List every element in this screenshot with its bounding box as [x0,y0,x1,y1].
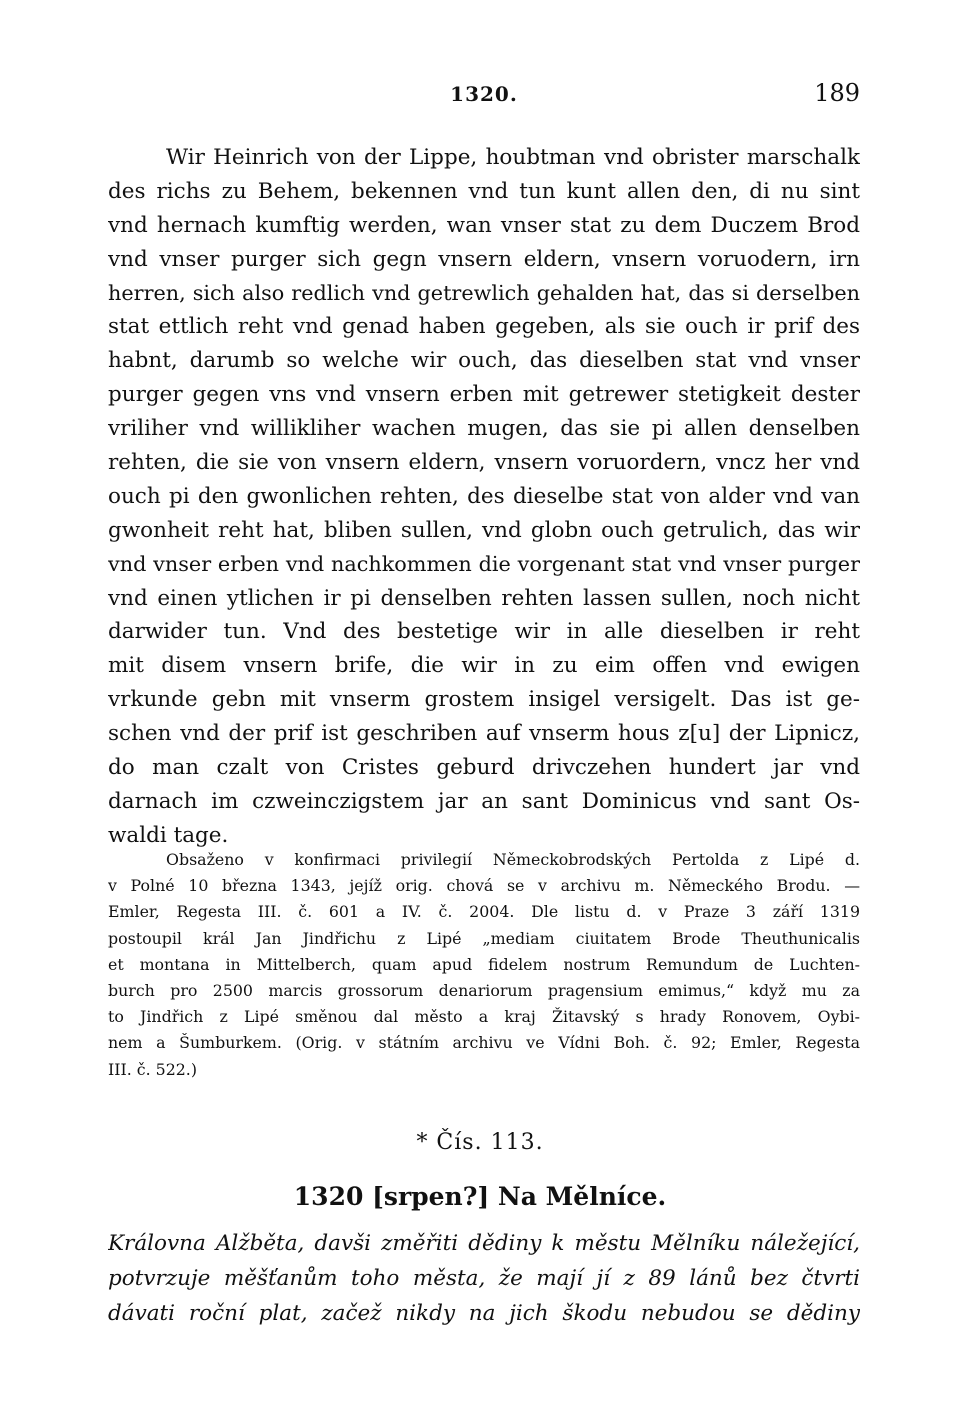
regest-line: dávati roční plat, začež nikdy na jich škodu nebudou se dědiny [108,1301,860,1326]
text-line: schen vnd der prif ist geschriben auf vnserm hous z[u] der Lipnicz, [108,721,860,747]
text-line: vriliher vnd willikliher wachen mugen, das sie pi allen denselben [108,416,860,442]
note-line: v Polné 10 března 1343, jejíž orig. chová se v archivu m. Německého Brodu. — [108,876,860,896]
text-line: vnd hernach kumftig werden, wan vnser stat zu dem Duczem Brod [108,212,860,238]
document-number: * Čís. 113. [416,1130,544,1155]
text-line: ouch pi den gwonlichen rehten, des dieselbe stat von alder vnd van [108,483,860,509]
charter-text [108,141,860,853]
regest-line: potvrzuje měšťanům toho města, že mají jí z 89 lánů bez čtvrti [108,1266,860,1291]
text-line: herren, sich also redlich vnd getrewlich gehalden hat, das si derselben [108,280,860,305]
note-line: burch pro 2500 marcis grossorum denariorum pragensium emimus,“ když mu za [108,980,860,1000]
running-head-year: 1320. [450,82,518,106]
note-line: nem a Šumburkem. (Orig. v státním archivu ve Vídni Boh. č. 92; Emler, Regesta [108,1033,860,1053]
text-line: vnd vnser purger sich gegn vnsern eldern, vnsern voruodern, irn [108,246,860,272]
text-line: waldi tage. [108,822,229,848]
text-line: darwider tun. Vnd des bestetige wir in alle dieselben ir reht [108,619,860,645]
text-line: purger gegen vns vnd vnsern erben mit getrewer stetigkeit dester [108,382,860,408]
page-header [108,79,860,112]
page-number: 189 [814,79,860,107]
text-line: vnd vnser erben vnd nachkommen die vorgenant stat vnd vnser purger [108,551,860,576]
note-line: to Jindřich z Lipé směnou dal město a kraj Žitavský s hrady Ronovem, Oybi- [108,1007,860,1027]
text-line: darnach im czweinczigstem jar an sant Dominicus vnd sant Os- [108,788,860,814]
text-line: stat ettlich reht vnd genad haben gegeben, als sie ouch ir prif des [108,314,860,340]
text-line: habnt, darumb so welche wir ouch, das dieselben stat vnd vnser [108,348,860,374]
text-line: vrkunde gebn mit vnserm grostem insigel versigelt. Das ist ge- [108,687,860,713]
editorial-note [108,847,860,1083]
text-line: mit disem vnsern brife, die wir in zu eim offen vnd ewigen [108,653,860,679]
text-line: des richs zu Behem, bekennen vnd tun kunt allen den, di nu sint [108,178,860,204]
text-line: rehten, die sie von vnsern eldern, vnsern voruordern, vncz her vnd [108,450,860,476]
text-line: do man czalt von Cristes geburd drivczehen hundert jar vnd [108,755,860,781]
note-line: Emler, Regesta III. č. 601 a IV. č. 2004. Dle listu d. v Praze 3 září 1319 [108,902,860,922]
document-title: 1320 [srpen?] Na Mělníce. [293,1182,667,1211]
regest-line: Královna Alžběta, davši změřiti dědiny k městu Mělníku náležející, [108,1231,860,1256]
regest-text [108,1226,860,1331]
note-line: Obsaženo v konfirmaci privilegií Německobrodských Pertolda z Lipé d. [166,850,860,869]
note-line: et montana in Mittelberch, quam apud fidelem nostrum Remundum de Luchten- [108,954,860,974]
note-line: postoupil král Jan Jindřichu z Lipé „mediam ciuitatem Brode Theuthunicalis [108,928,860,948]
text-line: vnd einen ytlichen ir pi denselben rehten lassen sullen, noch nicht [108,585,860,611]
text-line: gwonheit reht hat, bliben sullen, vnd globn ouch getrulich, das wir [108,517,860,543]
note-line: III. č. 522.) [108,1059,197,1079]
text-line: Wir Heinrich von der Lippe, houbtman vnd obrister marschalk [166,145,860,170]
